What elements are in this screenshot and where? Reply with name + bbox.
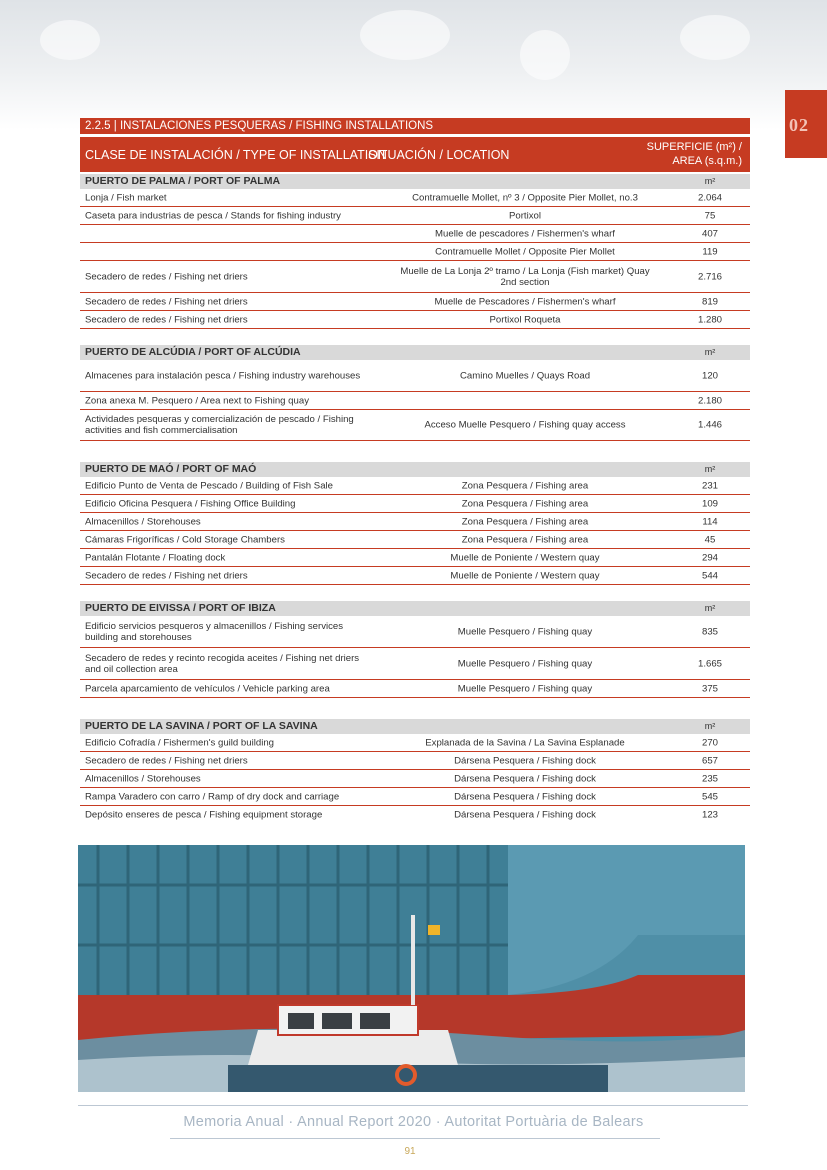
boat-illustration — [78, 845, 745, 1092]
section-title — [80, 118, 750, 134]
area-cell: 2.064 — [697, 192, 722, 203]
background-texture — [360, 10, 450, 60]
table-row — [80, 531, 750, 549]
table-row — [80, 616, 750, 648]
table-row — [80, 770, 750, 788]
port-section-ibiza — [80, 601, 750, 698]
location-cell: Muelle Pesquero / Fishing quay — [457, 626, 593, 637]
installation-cell: Secadero de redes / Fishing net driers — [85, 570, 248, 581]
table-row — [80, 788, 750, 806]
installation-cell: Secadero de redes / Fishing net driers — [85, 296, 248, 307]
location-cell: Camino Muelles / Quays Road — [459, 370, 591, 381]
installation-cell: Cámaras Frigoríficas / Cold Storage Chambers — [85, 534, 285, 545]
area-cell: 109 — [701, 498, 718, 509]
background-texture — [680, 15, 750, 60]
location-cell: Dársena Pesquera / Fishing dock — [454, 791, 596, 802]
page-number: 91 — [404, 1146, 416, 1157]
table-row — [80, 648, 750, 680]
port-header — [80, 174, 750, 189]
area-cell: 119 — [702, 246, 718, 257]
area-cell: 123 — [701, 809, 718, 820]
table-row — [80, 567, 750, 585]
harbour-photo — [78, 845, 745, 1092]
background-texture — [40, 20, 100, 60]
area-cell: 657 — [701, 755, 718, 766]
installation-cell: Rampa Varadero con carro / Ramp of dry dock and carriage — [85, 791, 340, 802]
installation-cell: Actividades pesqueras y comercialización de pescado / Fishing activities and fish commercialisation — [85, 414, 354, 436]
installation-cell: Secadero de redes / Fishing net driers — [85, 314, 248, 325]
installation-cell: Pantalán Flotante / Floating dock — [85, 552, 226, 563]
table-row — [80, 189, 750, 207]
column-header-installation: CLASE DE INSTALACIÓN / TYPE OF INSTALLATION — [85, 148, 387, 162]
area-cell: 2.716 — [697, 271, 722, 282]
footer-divider — [170, 1138, 660, 1139]
installation-cell: Almacenillos / Storehouses — [85, 773, 201, 784]
table-header — [80, 137, 750, 172]
chapter-tab: 02 — [785, 90, 827, 158]
column-header-location: SITUACIÓN / LOCATION — [368, 148, 510, 162]
area-cell: 45 — [704, 534, 716, 545]
table-row — [80, 495, 750, 513]
area-cell: 270 — [701, 737, 718, 748]
location-cell: Muelle Pesquero / Fishing quay — [457, 658, 593, 669]
table-row — [80, 225, 750, 243]
installation-cell: Caseta para industrias de pesca / Stands for fishing industry — [85, 210, 341, 221]
port-name: PUERTO DE MAÓ / PORT OF MAÓ — [85, 463, 257, 475]
port-name: PUERTO DE LA SAVINA / PORT OF LA SAVINA — [85, 720, 318, 732]
table-row — [80, 360, 750, 392]
location-cell: Muelle Pesquero / Fishing quay — [457, 683, 593, 694]
table-row — [80, 261, 750, 293]
location-cell: Portixol — [509, 210, 541, 221]
location-cell: Muelle de La Lonja 2º tramo / La Lonja (Fish market) Quay 2nd section — [400, 265, 650, 288]
port-header — [80, 601, 750, 616]
area-cell: 1.446 — [697, 419, 722, 431]
installation-cell: Edificio Cofradía / Fishermen's guild building — [85, 737, 275, 748]
unit-label: m² — [704, 176, 716, 186]
area-cell: 120 — [701, 370, 718, 381]
location-cell: Muelle de pescadores / Fishermen's wharf — [435, 228, 615, 239]
location-cell: Dársena Pesquera / Fishing dock — [454, 773, 596, 784]
location-cell: Dársena Pesquera / Fishing dock — [454, 755, 596, 766]
area-cell: 235 — [701, 773, 718, 784]
table-row — [80, 410, 750, 441]
table-row — [80, 293, 750, 311]
area-cell: 114 — [702, 516, 718, 527]
footer-divider — [78, 1105, 748, 1106]
location-cell: Explanada de la Savina / La Savina Esplanade — [425, 737, 625, 748]
table-row — [80, 752, 750, 770]
footer-title: Memoria Anual · Annual Report 2020 · Autoritat Portuària de Balears — [183, 1114, 644, 1130]
port-name: PUERTO DE PALMA / PORT OF PALMA — [85, 175, 281, 187]
background-texture — [520, 30, 570, 80]
table-row — [80, 207, 750, 225]
table-row — [80, 477, 750, 495]
installation-cell: Lonja / Fish market — [85, 192, 167, 203]
area-cell: 819 — [701, 296, 718, 307]
table-row — [80, 680, 750, 698]
port-header — [80, 462, 750, 477]
location-cell: Dársena Pesquera / Fishing dock — [454, 809, 596, 820]
port-section-alcudia — [80, 345, 750, 441]
area-cell: 75 — [704, 210, 716, 221]
area-cell: 1.665 — [697, 658, 722, 669]
area-cell: 407 — [701, 228, 718, 239]
table-row — [80, 243, 750, 261]
location-cell: Portixol Roqueta — [489, 314, 561, 325]
installation-cell: Almacenillos / Storehouses — [85, 516, 201, 527]
table-row — [80, 806, 750, 823]
location-cell: Zona Pesquera / Fishing area — [461, 534, 589, 545]
table-row — [80, 549, 750, 567]
installation-cell: Parcela aparcamiento de vehículos / Vehicle parking area — [85, 683, 330, 694]
area-cell: 2.180 — [697, 395, 722, 406]
unit-label: m² — [704, 347, 716, 357]
location-cell: Zona Pesquera / Fishing area — [461, 498, 589, 509]
installation-cell: Almacenes para instalación pesca / Fishing industry warehouses — [85, 370, 361, 381]
location-cell: Contramuelle Mollet / Opposite Pier Mollet — [435, 246, 615, 257]
area-cell: 231 — [701, 480, 718, 491]
port-section-mao — [80, 462, 750, 585]
location-cell: Zona Pesquera / Fishing area — [461, 480, 589, 491]
table-row — [80, 392, 750, 410]
section-title-text: 2.2.5 | INSTALACIONES PESQUERAS / FISHING INSTALLATIONS — [85, 120, 434, 132]
area-cell: 294 — [701, 552, 718, 563]
location-cell: Zona Pesquera / Fishing area — [461, 516, 589, 527]
area-cell: 375 — [701, 683, 718, 694]
location-cell: Muelle de Pescadores / Fishermen's wharf — [434, 296, 616, 307]
port-header — [80, 345, 750, 360]
port-section-la-savina — [80, 719, 750, 823]
installation-cell: Edificio Punto de Venta de Pescado / Building of Fish Sale — [85, 480, 333, 491]
unit-label: m² — [704, 603, 716, 613]
port-section-palma — [80, 174, 750, 329]
installation-cell: Edificio servicios pesqueros y almacenillos / Fishing services building and storehouses — [85, 620, 344, 643]
port-name: PUERTO DE EIVISSA / PORT OF IBIZA — [85, 602, 276, 614]
area-cell: 835 — [701, 626, 718, 637]
table-row — [80, 734, 750, 752]
location-cell: Acceso Muelle Pesquero / Fishing quay access — [424, 419, 626, 431]
installation-cell: Edificio Oficina Pesquera / Fishing Office Building — [85, 498, 296, 509]
unit-label: m² — [704, 464, 716, 474]
area-cell: 545 — [701, 791, 718, 802]
installation-cell: Secadero de redes / Fishing net driers — [85, 271, 248, 282]
installation-cell: Zona anexa M. Pesquero / Area next to Fishing quay — [85, 395, 309, 406]
unit-label: m² — [704, 721, 716, 731]
area-cell: 544 — [701, 570, 718, 581]
location-cell: Contramuelle Mollet, nº 3 / Opposite Pier Mollet, no.3 — [412, 192, 638, 203]
installation-cell: Depósito enseres de pesca / Fishing equipment storage — [85, 809, 323, 820]
port-header — [80, 719, 750, 734]
table-row — [80, 311, 750, 329]
installation-cell: Secadero de redes / Fishing net driers — [85, 755, 248, 766]
port-name: PUERTO DE ALCÚDIA / PORT OF ALCÚDIA — [85, 346, 301, 358]
installation-cell: Secadero de redes y recinto recogida aceites / Fishing net driers and oil collection area — [85, 652, 360, 675]
area-cell: 1.280 — [697, 314, 722, 325]
location-cell: Muelle de Poniente / Western quay — [450, 570, 600, 581]
location-cell: Muelle de Poniente / Western quay — [450, 552, 600, 563]
column-header-area: SUPERFICIE (m²) / AREA (s.q.m.) — [646, 141, 742, 167]
header-background — [0, 0, 827, 130]
table-row — [80, 513, 750, 531]
